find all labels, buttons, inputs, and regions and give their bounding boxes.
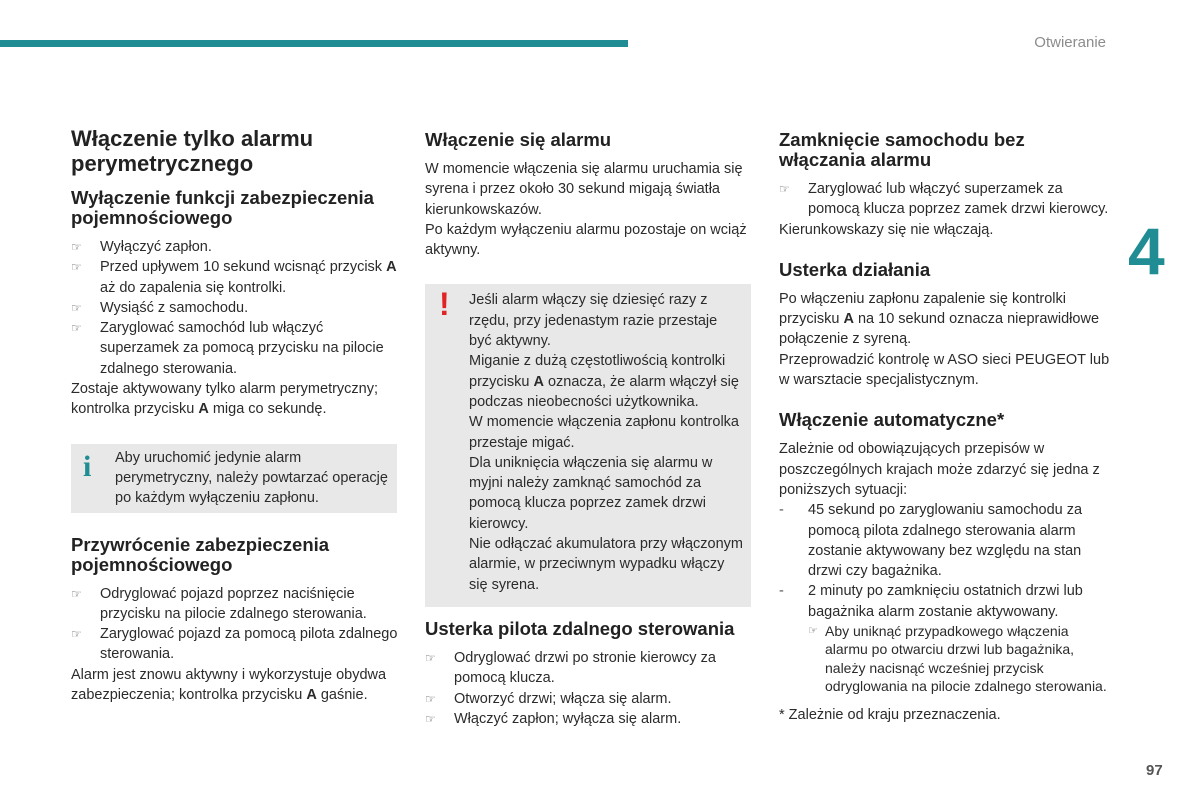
subsection-heading: Zamknięcie samochodu bez włączania alarmu [779, 129, 1025, 170]
list-item: - 45 sekund po zaryglowaniu samochodu za pomocą pilota zdalnego sterowania alarm zostanie aktywowany bez względu na stan drzwi czy bagażnika. [779, 502, 1083, 580]
column-middle [425, 126, 755, 729]
section-heading: Włączenie tylko alarmu perymetrycznego [71, 126, 314, 176]
pointer-bullet-icon: ☞ [71, 586, 82, 601]
info-text: Aby uruchomić jedynie alarm perymetryczny, należy powtarzać operację po każdym wyłączeniu zapłonu. [115, 449, 388, 507]
warning-text: W momencie włączenia zapłonu kontrolka przestaje migać. [469, 414, 739, 451]
paragraph: Zależnie od obowiązujących przepisów w poszczególnych krajach może zdarzyć się jedna z poniższych sytuacji: [779, 441, 1100, 498]
warning-text: Dla uniknięcia włączenia się alarmu w myjni należy zamknąć samochód za pomocą klucza poprzez zamek drzwi kierowcy. [469, 454, 713, 532]
steps-list [779, 179, 1114, 220]
list-item: - 2 minuty po zamknięciu ostatnich drzwi lub bagażnika alarm zostanie aktywowany. [779, 583, 1083, 620]
pointer-bullet-icon: ☞ [779, 182, 790, 196]
list-item: ☞ Wyłączyć zapłon. [71, 237, 401, 257]
warning-text: Jeśli alarm włączy się dziesięć razy z rzędu, przy jedenastym razie przestaje być aktywny. [469, 292, 718, 350]
subsection-heading: Wyłączenie funkcji zabezpieczenia pojemnościowego [71, 187, 374, 228]
paragraph: Przeprowadzić kontrolę w ASO sieci PEUGEOT lub w warsztacie specjalistycznym. [779, 351, 1110, 389]
info-icon: i [83, 449, 92, 483]
subsection-heading: Włączenie automatyczne* [779, 409, 1005, 431]
pointer-bullet-icon: ☞ [71, 300, 82, 315]
subsection-heading: Usterka pilota zdalnego sterowania [425, 617, 735, 639]
section-title: Otwieranie [1034, 34, 1106, 51]
paragraph: Kierunkowskazy się nie włączają. [779, 221, 994, 238]
sub-steps-list [808, 622, 1114, 695]
pointer-bullet-icon: ☞ [808, 625, 818, 638]
pointer-bullet-icon: ☞ [71, 240, 82, 254]
subsection-heading: Przywrócenie zabezpieczenia pojemnościowego [71, 533, 330, 575]
paragraph: Po każdym wyłączeniu alarmu pozostaje on wciąż aktywny. [425, 221, 747, 259]
subsection-heading: Włączenie się alarmu [425, 129, 612, 150]
paragraph: Zostaje aktywowany tylko alarm perymetryczny; kontrolka przycisku A miga co sekundę. [71, 381, 379, 418]
list-item: ☞ Odryglować pojazd poprzez naciśnięcie przycisku na pilocie zdalnego sterowania. [71, 585, 367, 622]
footnote: * Zależnie od kraju przeznaczenia. [779, 707, 1001, 724]
page-number: 97 [1146, 762, 1163, 779]
warning-text: Nie odłączać akumulatora przy włączonym alarmie, w przeciwnym wypadku włączy się syrena. [469, 536, 743, 593]
pointer-bullet-icon: ☞ [425, 691, 436, 706]
subsection-heading: Usterka działania [779, 258, 931, 280]
paragraph: Po włączeniu zapłonu zapalenie się kontrolki przycisku A na 10 sekund oznacza nieprawidłowe połączenie z syreną. [779, 290, 1100, 348]
chapter-number: 4 [1128, 214, 1165, 288]
list-item: ☞ Zaryglować pojazd za pomocą pilota zdalnego sterowania. [71, 626, 398, 663]
steps-list [71, 237, 401, 379]
pointer-bullet-icon: ☞ [71, 260, 82, 275]
list-item: ☞ Aby uniknąć przypadkowego włączenia alarmu po otwarciu drzwi lub bagażnika, należy nacisnąć wcześniej przycisk odryglowania na pilocie zdalnego sterowania. [808, 623, 1107, 694]
steps-list [425, 648, 755, 729]
column-left [71, 126, 401, 705]
dash-bullet: - [779, 583, 784, 600]
list-item: ☞ Zaryglować lub włączyć superzamek za pomocą klucza poprzez zamek drzwi kierowcy. [779, 181, 1109, 218]
list-item: ☞ Wysiąść z samochodu. [71, 298, 401, 318]
dash-bullet: - [779, 502, 784, 519]
list-item: ☞ Otworzyć drzwi; włącza się alarm. [425, 689, 755, 709]
list-item: ☞ Zaryglować samochód lub włączyć superzamek za pomocą przycisku na pilocie zdalnego sterowania. [71, 320, 384, 377]
header-accent-bar [0, 40, 628, 47]
steps-list [71, 584, 401, 665]
pointer-bullet-icon: ☞ [71, 627, 82, 642]
column-right [779, 126, 1114, 726]
pointer-bullet-icon: ☞ [71, 321, 82, 336]
pointer-bullet-icon: ☞ [425, 711, 436, 726]
list-item: ☞ Włączyć zapłon; wyłącza się alarm. [425, 709, 755, 729]
list-item: ☞ Odryglować drzwi po stronie kierowcy za pomocą klucza. [425, 649, 716, 687]
warning-text: Miganie z dużą częstotliwością kontrolki przycisku A oznacza, że alarm włączył się podczas nieobecności użytkownika. [469, 353, 739, 410]
list-item: ☞ Przed upływem 10 sekund wcisnąć przycisk A aż do zapalenia się kontrolki. [71, 259, 397, 296]
warning-note-box [425, 284, 751, 606]
paragraph: Alarm jest znowu aktywny i wykorzystuje obydwa zabezpieczenia; kontrolka przycisku A gaśnie. [71, 666, 387, 704]
dash-list [779, 500, 1114, 622]
pointer-bullet-icon: ☞ [425, 650, 436, 665]
warning-icon: ! [439, 286, 450, 323]
info-note-box [71, 444, 397, 513]
paragraph: W momencie włączenia się alarmu uruchamia się syrena i przez około 30 sekund migają światła kierunkowskazów. [425, 161, 743, 218]
